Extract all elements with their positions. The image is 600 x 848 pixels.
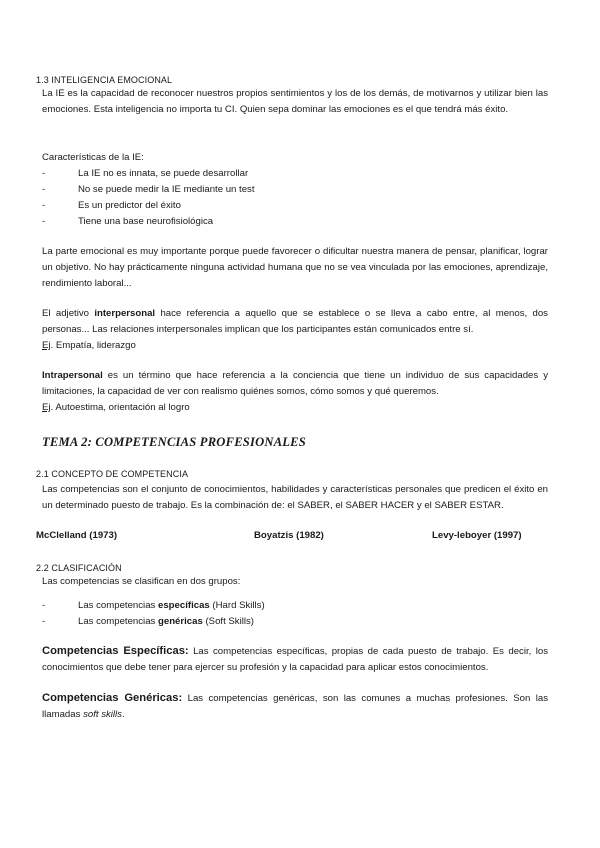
example-label: Ej bbox=[42, 340, 51, 351]
interpersonal-term: interpersonal bbox=[94, 308, 156, 319]
emotional-part-paragraph: La parte emocional es muy importante porque puede favorecer o dificultar nuestra manera de pensar, planificar, lograr un objetivo. No hay prácticamente ninguna actividad humana que no se vea vinculada por las emociones, aprendizaje, rendimiento laboral... bbox=[42, 246, 548, 289]
ie-feature-item bbox=[42, 198, 548, 214]
author-levy-leboyer: Levy-leboyer (1997) bbox=[432, 530, 522, 541]
author-mcclelland: McClelland (1973) bbox=[36, 530, 118, 541]
intrapersonal-definition: es un término que hace referencia a la conciencia que tiene un individuo de sus capacidades y limitaciones, la capacidad de ver con realismo quiénes somos, cómo somos y qué queremos. bbox=[42, 370, 548, 397]
ie-feature-item bbox=[42, 166, 548, 182]
example-text: . Autoestima, orientación al logro bbox=[50, 402, 190, 413]
soft-skills-term: soft skills bbox=[83, 709, 122, 720]
tema-2-title: TEMA 2: COMPETENCIAS PROFESIONALES bbox=[42, 435, 306, 449]
list-bullet: - bbox=[42, 168, 46, 179]
section-heading-1-3: 1.3 INTELIGENCIA EMOCIONAL bbox=[36, 75, 173, 85]
classification-item bbox=[42, 614, 548, 630]
genericas-text: Las competencias genéricas, son las comunes a muchas profesiones. Son las llamadas bbox=[42, 693, 548, 720]
genericas-end: . bbox=[121, 709, 125, 720]
especificas-text: Las competencias específicas, propias de cada puesto de trabajo. Es decir, los conocimientos que debe tener para ejercer su profesión y la capacidad para aplicar estos conocimientos. bbox=[42, 646, 549, 673]
genericas-paragraph bbox=[42, 690, 548, 723]
classification-pre: Las competencias bbox=[78, 600, 158, 611]
classification-intro: Las competencias se clasifican en dos grupos: bbox=[42, 576, 241, 587]
ie-definition-paragraph: La IE es la capacidad de reconocer nuestros propios sentimientos y los de los demás, de motivarnos y utilizar bien las emociones. Esta inteligencia no importa tu CI. Quien sepa dominar las emociones es el que tendrá más éxito. bbox=[42, 88, 548, 115]
interpersonal-pre: El adjetivo bbox=[42, 308, 95, 319]
intrapersonal-term: Intrapersonal bbox=[42, 370, 103, 381]
classification-text bbox=[78, 614, 254, 630]
example-text: . Empatía, liderazgo bbox=[50, 340, 136, 351]
ie-feature-item bbox=[42, 214, 548, 230]
interpersonal-example bbox=[42, 338, 548, 354]
classification-pre: Las competencias bbox=[78, 616, 158, 627]
classification-text bbox=[78, 598, 265, 614]
intrapersonal-example bbox=[42, 400, 548, 416]
classification-post: (Soft Skills) bbox=[202, 616, 254, 627]
classification-bold: específicas bbox=[158, 600, 210, 611]
classification-item bbox=[42, 598, 548, 614]
section-heading-2-2: 2.2 CLASIFICACIÓN bbox=[36, 563, 122, 573]
list-bullet: - bbox=[42, 216, 46, 227]
ie-features-title: Características de la IE: bbox=[42, 152, 144, 163]
genericas-label: Competencias Genéricas: bbox=[42, 692, 183, 704]
section-heading-2-1: 2.1 CONCEPTO DE COMPETENCIA bbox=[36, 469, 189, 479]
competence-concept-paragraph: Las competencias son el conjunto de conocimientos, habilidades y características personales que predicen el éxito en un determinado puesto de trabajo. Es la combinación de: el SABER, el SABER HACER y el SABER ESTAR. bbox=[42, 484, 548, 511]
classification-bold: genéricas bbox=[158, 616, 203, 627]
author-boyatzis: Boyatzis (1982) bbox=[254, 530, 324, 541]
list-bullet: - bbox=[42, 600, 46, 611]
intrapersonal-paragraph bbox=[42, 368, 548, 400]
ie-feature-text: No se puede medir la IE mediante un test bbox=[78, 184, 255, 195]
example-label: Ej bbox=[42, 402, 51, 413]
ie-feature-text: Es un predictor del éxito bbox=[78, 200, 181, 211]
interpersonal-paragraph bbox=[42, 306, 548, 338]
especificas-paragraph bbox=[42, 643, 548, 676]
ie-feature-text: La IE no es innata, se puede desarrollar bbox=[78, 168, 249, 179]
interpersonal-definition: hace referencia a aquello que se establece o se lleva a cabo entre, al menos, dos personas... Las relaciones interpersonales implican que los participantes están comunicados entre sí. bbox=[42, 308, 548, 335]
list-bullet: - bbox=[42, 616, 46, 627]
ie-feature-item bbox=[42, 182, 548, 198]
list-bullet: - bbox=[42, 200, 46, 211]
ie-feature-text: Tiene una base neurofisiológica bbox=[78, 216, 214, 227]
especificas-label: Competencias Específicas: bbox=[42, 645, 189, 657]
classification-post: (Hard Skills) bbox=[209, 600, 265, 611]
list-bullet: - bbox=[42, 184, 46, 195]
